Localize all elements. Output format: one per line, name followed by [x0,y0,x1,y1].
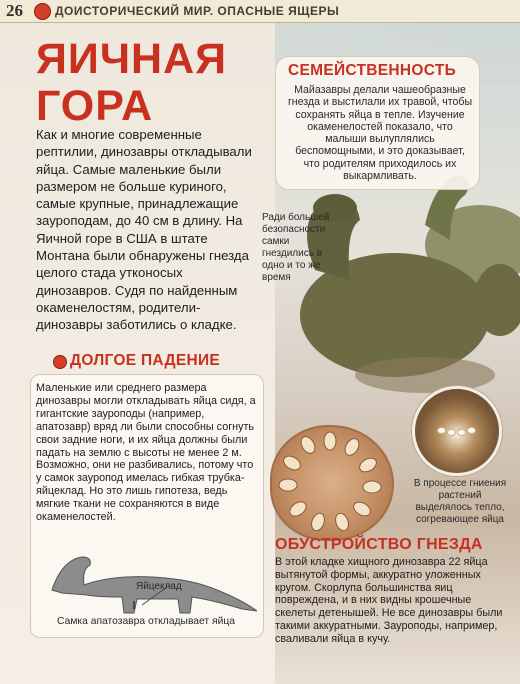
apatosaurus-illustration [42,545,262,615]
title-line-1: ЯИЧНАЯ [36,35,228,83]
fall-text: Маленькие или среднего размера динозавры могли откладывать яйца сидя, а гигантские зауроподы (например, апатозавр) вряд ли были способны согнуть свои задние ноги, и их яйца должны были падать на землю с высоты не менее 2 м. Возможно, они не разбивались, потому что у самок зауропод имелась гибкая трубка-яйцеклад. Но это лишь гипотеза, ведь мягкие ткани не сохраняются в виде окаменелостей. [36,382,256,524]
egg-icon [437,427,446,434]
nest-heat-caption: В процессе гниения растений выделялось тепло, согревающее яйца [413,478,507,525]
safety-caption: Ради большей безопасности самки гнездились в одно и то же время [262,212,330,283]
fossil-eggs-icon [272,427,388,535]
page-title [36,36,256,130]
ovipositor-label: Яйцеклад [136,581,182,592]
egg-icon [467,427,476,434]
family-heading: СЕМЕЙСТВЕННОСТЬ [288,62,457,79]
egg-icon [447,429,456,436]
fall-bullet-icon [53,355,67,369]
section-bullet-icon [34,3,51,20]
family-text: Майазавры делали чашеобразные гнезда и выстилали их травой, чтобы сохранять яйца в тепле. Изучение окаменелостей показало, что малыши вылуплялись беспомощными, и это доказывает, что родителям приходилось их выкармливать. [287,84,473,183]
section-title: ДОИСТОРИЧЕСКИЙ МИР. ОПАСНЫЕ ЯЩЕРЫ [55,4,340,18]
page-header [0,0,520,23]
title-line-2: ГОРА [36,82,154,130]
nest-text: В этой кладке хищного динозавра 22 яйца вытянутой формы, аккуратно уложенных кругом. Скорлупа большинства яиц повреждена, и в них видны крошечные скелеты детенышей. Не все динозавры были такими аккуратными. Зауроподы, например, сваливали яйца в кучу. [275,556,503,645]
page-number: 26 [6,1,23,20]
nest-heading: ОБУСТРОЙСТВО ГНЕЗДА [275,536,483,553]
apatosaurus-caption: Самка апатозавра откладывает яйца [57,616,235,627]
fall-heading: ДОЛГОЕ ПАДЕНИЕ [70,352,221,369]
nest-cross-section-image [412,386,502,476]
intro-paragraph: Как и многие современные рептилии, динозавры откладывали яйца. Самые маленькие были размером не больше куриного, самые крупные, принадлежащие зауроподам, до 40 см в длину. На Яичной горе в США в штате Монтана были обнаружены гнезда целого стада утконосых динозавров. Судя по найденным окаменелостям, родители-динозавры заботились о кладке. [36,127,252,333]
egg-icon [457,429,466,436]
fossil-nest-image [270,425,394,541]
